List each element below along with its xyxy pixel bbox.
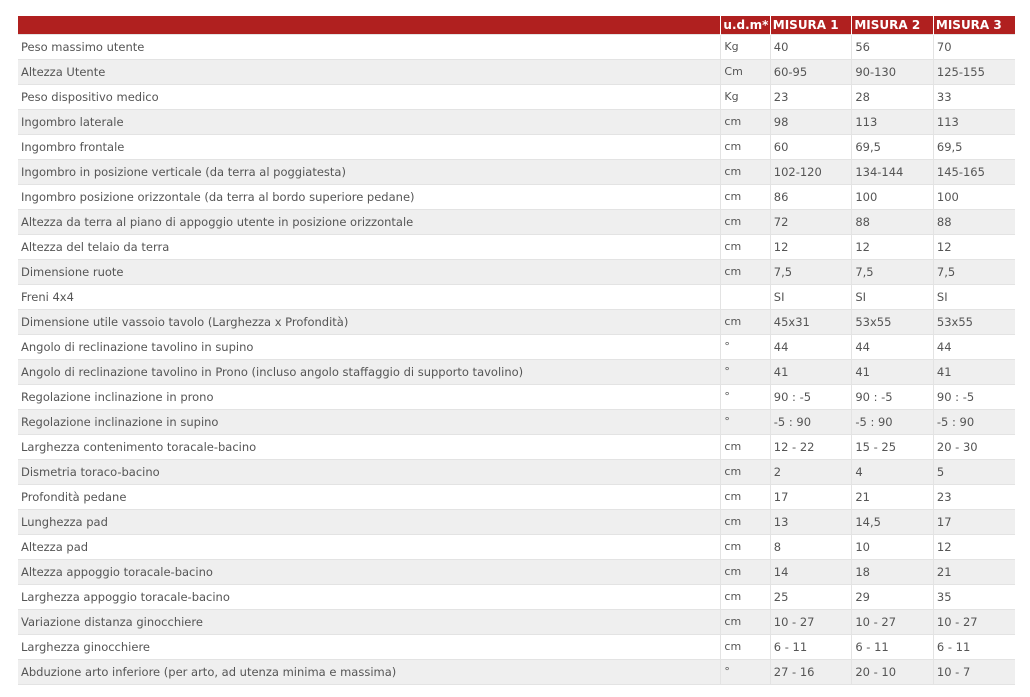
misura-1-cell: -5 : 90 xyxy=(770,410,852,435)
misura-2-cell: 18 xyxy=(852,560,934,585)
unit-cell: cm xyxy=(721,160,770,185)
parameter-cell: Regolazione inclinazione in supino xyxy=(18,410,721,435)
misura-1-cell: 45x31 xyxy=(770,310,852,335)
parameter-cell: Profondità pedane xyxy=(18,485,721,510)
spec-table xyxy=(18,16,1015,685)
misura-3-cell: 88 xyxy=(933,210,1015,235)
table-row xyxy=(18,160,1015,185)
misura-3-cell: 145-165 xyxy=(933,160,1015,185)
misura-2-cell: 28 xyxy=(852,85,934,110)
parameter-cell: Peso massimo utente xyxy=(18,35,721,60)
table-row xyxy=(18,510,1015,535)
table-row xyxy=(18,560,1015,585)
misura-2-cell: 56 xyxy=(852,35,934,60)
parameter-cell: Larghezza ginocchiere xyxy=(18,635,721,660)
unit-cell: cm xyxy=(721,460,770,485)
header-misura-2: MISURA 2 xyxy=(852,16,934,35)
parameter-cell: Dimensione utile vassoio tavolo (Larghezza x Profondità) xyxy=(18,310,721,335)
unit-cell: cm xyxy=(721,235,770,260)
misura-2-cell: 88 xyxy=(852,210,934,235)
table-row xyxy=(18,360,1015,385)
table-row xyxy=(18,460,1015,485)
misura-1-cell: 40 xyxy=(770,35,852,60)
misura-1-cell: 14 xyxy=(770,560,852,585)
table-row xyxy=(18,260,1015,285)
misura-3-cell: 23 xyxy=(933,485,1015,510)
unit-cell: cm xyxy=(721,635,770,660)
misura-1-cell: 98 xyxy=(770,110,852,135)
table-row xyxy=(18,535,1015,560)
table-row xyxy=(18,310,1015,335)
unit-cell: ° xyxy=(721,410,770,435)
table-row xyxy=(18,110,1015,135)
table-row xyxy=(18,635,1015,660)
misura-2-cell: 10 - 27 xyxy=(852,610,934,635)
table-row xyxy=(18,135,1015,160)
table-row xyxy=(18,235,1015,260)
parameter-cell: Peso dispositivo medico xyxy=(18,85,721,110)
misura-2-cell: 100 xyxy=(852,185,934,210)
misura-2-cell: 4 xyxy=(852,460,934,485)
misura-3-cell: 70 xyxy=(933,35,1015,60)
misura-1-cell: 7,5 xyxy=(770,260,852,285)
parameter-cell: Variazione distanza ginocchiere xyxy=(18,610,721,635)
misura-1-cell: 25 xyxy=(770,585,852,610)
misura-2-cell: 7,5 xyxy=(852,260,934,285)
misura-3-cell: 113 xyxy=(933,110,1015,135)
misura-3-cell: 17 xyxy=(933,510,1015,535)
parameter-cell: Ingombro laterale xyxy=(18,110,721,135)
misura-3-cell: 7,5 xyxy=(933,260,1015,285)
misura-3-cell: 20 - 30 xyxy=(933,435,1015,460)
unit-cell: Kg xyxy=(721,85,770,110)
misura-1-cell: 12 xyxy=(770,235,852,260)
misura-3-cell: 6 - 11 xyxy=(933,635,1015,660)
misura-2-cell: 20 - 10 xyxy=(852,660,934,685)
misura-2-cell: 29 xyxy=(852,585,934,610)
misura-3-cell: 5 xyxy=(933,460,1015,485)
parameter-cell: Altezza del telaio da terra xyxy=(18,235,721,260)
misura-3-cell: 90 : -5 xyxy=(933,385,1015,410)
misura-1-cell: 60 xyxy=(770,135,852,160)
header-misura-3: MISURA 3 xyxy=(933,16,1015,35)
unit-cell: Kg xyxy=(721,35,770,60)
parameter-cell: Altezza pad xyxy=(18,535,721,560)
misura-1-cell: 12 - 22 xyxy=(770,435,852,460)
misura-3-cell: SI xyxy=(933,285,1015,310)
misura-1-cell: 86 xyxy=(770,185,852,210)
misura-2-cell: 14,5 xyxy=(852,510,934,535)
unit-cell: cm xyxy=(721,435,770,460)
misura-1-cell: 8 xyxy=(770,535,852,560)
header-unit: u.d.m* xyxy=(721,16,770,35)
misura-3-cell: 12 xyxy=(933,235,1015,260)
table-row xyxy=(18,660,1015,685)
parameter-cell: Lunghezza pad xyxy=(18,510,721,535)
parameter-cell: Angolo di reclinazione tavolino in supino xyxy=(18,335,721,360)
misura-1-cell: 72 xyxy=(770,210,852,235)
unit-cell: Cm xyxy=(721,60,770,85)
unit-cell: cm xyxy=(721,260,770,285)
table-header xyxy=(18,16,1015,35)
misura-2-cell: 113 xyxy=(852,110,934,135)
parameter-cell: Regolazione inclinazione in prono xyxy=(18,385,721,410)
table-row xyxy=(18,60,1015,85)
table-body xyxy=(18,35,1015,685)
parameter-cell: Dimensione ruote xyxy=(18,260,721,285)
parameter-cell: Ingombro posizione orizzontale (da terra al bordo superiore pedane) xyxy=(18,185,721,210)
misura-2-cell: 134-144 xyxy=(852,160,934,185)
misura-1-cell: 41 xyxy=(770,360,852,385)
misura-3-cell: 10 - 27 xyxy=(933,610,1015,635)
parameter-cell: Ingombro in posizione verticale (da terra al poggiatesta) xyxy=(18,160,721,185)
misura-2-cell: SI xyxy=(852,285,934,310)
table-row xyxy=(18,210,1015,235)
unit-cell: cm xyxy=(721,510,770,535)
misura-3-cell: 12 xyxy=(933,535,1015,560)
parameter-cell: Larghezza appoggio toracale-bacino xyxy=(18,585,721,610)
misura-3-cell: 33 xyxy=(933,85,1015,110)
unit-cell: cm xyxy=(721,110,770,135)
misura-3-cell: 53x55 xyxy=(933,310,1015,335)
header-parameter xyxy=(18,16,721,35)
table-row xyxy=(18,185,1015,210)
table-row xyxy=(18,435,1015,460)
misura-2-cell: 12 xyxy=(852,235,934,260)
misura-1-cell: 27 - 16 xyxy=(770,660,852,685)
parameter-cell: Ingombro frontale xyxy=(18,135,721,160)
unit-cell: ° xyxy=(721,335,770,360)
header-row xyxy=(18,16,1015,35)
parameter-cell: Abduzione arto inferiore (per arto, ad utenza minima e massima) xyxy=(18,660,721,685)
parameter-cell: Altezza Utente xyxy=(18,60,721,85)
misura-1-cell: 13 xyxy=(770,510,852,535)
table-row xyxy=(18,85,1015,110)
misura-3-cell: 100 xyxy=(933,185,1015,210)
unit-cell: cm xyxy=(721,610,770,635)
unit-cell: ° xyxy=(721,385,770,410)
misura-2-cell: 21 xyxy=(852,485,934,510)
misura-1-cell: SI xyxy=(770,285,852,310)
misura-1-cell: 44 xyxy=(770,335,852,360)
misura-3-cell: 125-155 xyxy=(933,60,1015,85)
table-row xyxy=(18,410,1015,435)
misura-1-cell: 10 - 27 xyxy=(770,610,852,635)
misura-1-cell: 2 xyxy=(770,460,852,485)
unit-cell: cm xyxy=(721,585,770,610)
misura-3-cell: 69,5 xyxy=(933,135,1015,160)
misura-3-cell: 35 xyxy=(933,585,1015,610)
misura-2-cell: -5 : 90 xyxy=(852,410,934,435)
unit-cell: ° xyxy=(721,360,770,385)
misura-1-cell: 23 xyxy=(770,85,852,110)
misura-2-cell: 15 - 25 xyxy=(852,435,934,460)
unit-cell xyxy=(721,285,770,310)
misura-2-cell: 90 : -5 xyxy=(852,385,934,410)
header-misura-1: MISURA 1 xyxy=(770,16,852,35)
unit-cell: ° xyxy=(721,660,770,685)
table-row xyxy=(18,610,1015,635)
misura-2-cell: 44 xyxy=(852,335,934,360)
parameter-cell: Freni 4x4 xyxy=(18,285,721,310)
table-row xyxy=(18,285,1015,310)
table-row xyxy=(18,485,1015,510)
unit-cell: cm xyxy=(721,560,770,585)
misura-2-cell: 10 xyxy=(852,535,934,560)
misura-3-cell: -5 : 90 xyxy=(933,410,1015,435)
misura-2-cell: 6 - 11 xyxy=(852,635,934,660)
unit-cell: cm xyxy=(721,210,770,235)
misura-1-cell: 17 xyxy=(770,485,852,510)
misura-2-cell: 41 xyxy=(852,360,934,385)
misura-3-cell: 10 - 7 xyxy=(933,660,1015,685)
unit-cell: cm xyxy=(721,535,770,560)
parameter-cell: Altezza appoggio toracale-bacino xyxy=(18,560,721,585)
misura-2-cell: 69,5 xyxy=(852,135,934,160)
misura-3-cell: 44 xyxy=(933,335,1015,360)
parameter-cell: Altezza da terra al piano di appoggio utente in posizione orizzontale xyxy=(18,210,721,235)
table-row xyxy=(18,335,1015,360)
misura-1-cell: 102-120 xyxy=(770,160,852,185)
unit-cell: cm xyxy=(721,135,770,160)
misura-2-cell: 53x55 xyxy=(852,310,934,335)
table-row xyxy=(18,385,1015,410)
misura-3-cell: 21 xyxy=(933,560,1015,585)
table-row xyxy=(18,35,1015,60)
unit-cell: cm xyxy=(721,485,770,510)
misura-1-cell: 60-95 xyxy=(770,60,852,85)
misura-1-cell: 6 - 11 xyxy=(770,635,852,660)
unit-cell: cm xyxy=(721,310,770,335)
misura-3-cell: 41 xyxy=(933,360,1015,385)
unit-cell: cm xyxy=(721,185,770,210)
parameter-cell: Dismetria toraco-bacino xyxy=(18,460,721,485)
table-row xyxy=(18,585,1015,610)
misura-1-cell: 90 : -5 xyxy=(770,385,852,410)
misura-2-cell: 90-130 xyxy=(852,60,934,85)
parameter-cell: Larghezza contenimento toracale-bacino xyxy=(18,435,721,460)
parameter-cell: Angolo di reclinazione tavolino in Prono (incluso angolo staffaggio di supporto tavolino) xyxy=(18,360,721,385)
